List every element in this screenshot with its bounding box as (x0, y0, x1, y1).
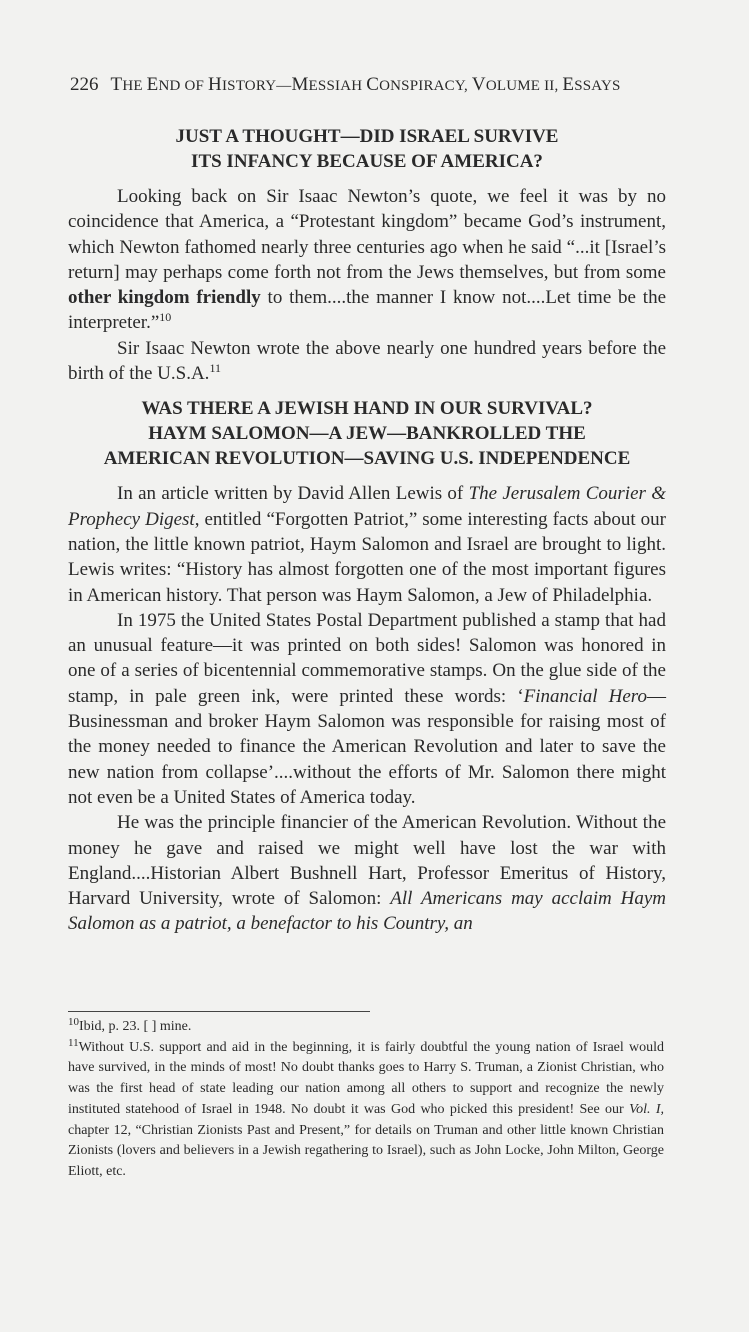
paragraph-4: In 1975 the United States Postal Department published a stamp that had an unusual feature—it was printed on both sides! Salomon was honored in one of a series of bicentennial commemorative stamps. On the glue side of the stamp, in pale green ink, were printed these words: ‘Financial Hero—Businessman and broker Haym Salomon was responsible for raising most of the money needed to finance the American Revolution and later to save the new nation from collapse’....without the efforts of Mr. Salomon there might not even be a United States of America today. (68, 609, 666, 808)
section-heading-1: JUST A THOUGHT—DID ISRAEL SURVIVE ITS INFANCY BECAUSE OF AMERICA? (175, 126, 559, 172)
paragraph-1: Looking back on Sir Isaac Newton’s quote, we feel it was by no coincidence that America, a “Protestant kingdom” became God’s instrument, which Newton fathomed nearly three centuries ago when he said “...it [Israel’s return] may perhaps come forth not from the Jews themselves, but from some other kingdom friendly to them....the manner I know not....Let time be the interpreter.”$^{10}$ (68, 186, 667, 334)
running-head (70, 74, 670, 96)
footnote-divider (68, 1011, 370, 1012)
footnote-ref-11[interactable]: 11 (209, 361, 221, 376)
main-text (68, 124, 666, 937)
page-number: 226 (70, 74, 99, 95)
footnotes (68, 1017, 664, 1183)
paragraph-2: Sir Isaac Newton wrote the above nearly one hundred years before the birth of the U.S.A.$^{11}$ (68, 337, 666, 385)
footnote-11: $^{11}$Without U.S. support and aid in the beginning, it is fairly doubtful the young nation of Israel would have survived, in the minds of most! No doubt thanks goes to Harry S. Truman, a Zionist Christian, who was the first head of state leading our nation among all others to support and recognize the newly instituted statehood of Israel in 1948. No doubt it was God who picked this president! See our Vol. I, chapter 12, “Christian Zionists Past and Present,” for details on Truman and other little known Christian Zionists (lovers and believers in a Jewish regathering to Israel), such as John Locke, John Milton, George Eliott, etc. (68, 1036, 664, 1179)
paragraph-5: He was the principle financier of the American Revolution. Without the money he gave and raised we might well have lost the war with England....Historian Albert Bushnell Hart, Professor Emeritus of History, Harvard University, wrote of Salomon: All Americans may acclaim Haym Salomon as a patriot, a benefactor to his Country, an (68, 812, 666, 935)
footnote-ref-10[interactable]: 10 (159, 310, 172, 325)
running-title: THE END OF HISTORY—MESSIAH CONSPIRACY, VOLUME II, ESSAYS (110, 74, 621, 95)
paragraph-3: In an article written by David Allen Lewis of The Jerusalem Courier & Prophecy Digest, entitled “Forgotten Patriot,” some interesting facts about our nation, the little known patriot, Haym Salomon and Israel are brought to light. Lewis writes: “History has almost forgotten one of the most important figures in American history. That person was Haym Salomon, a Jew of Philadelphia. (68, 483, 666, 606)
section-heading-2: WAS THERE A JEWISH HAND IN OUR SURVIVAL? HAYM SALOMON—A JEW—BANKROLLED THE AMERICAN REVOLUTION—SAVING U.S. INDEPENDENCE (103, 398, 631, 470)
footnote-10: $^{10}$Ibid, p. 23. [ ] mine. (68, 1016, 192, 1034)
